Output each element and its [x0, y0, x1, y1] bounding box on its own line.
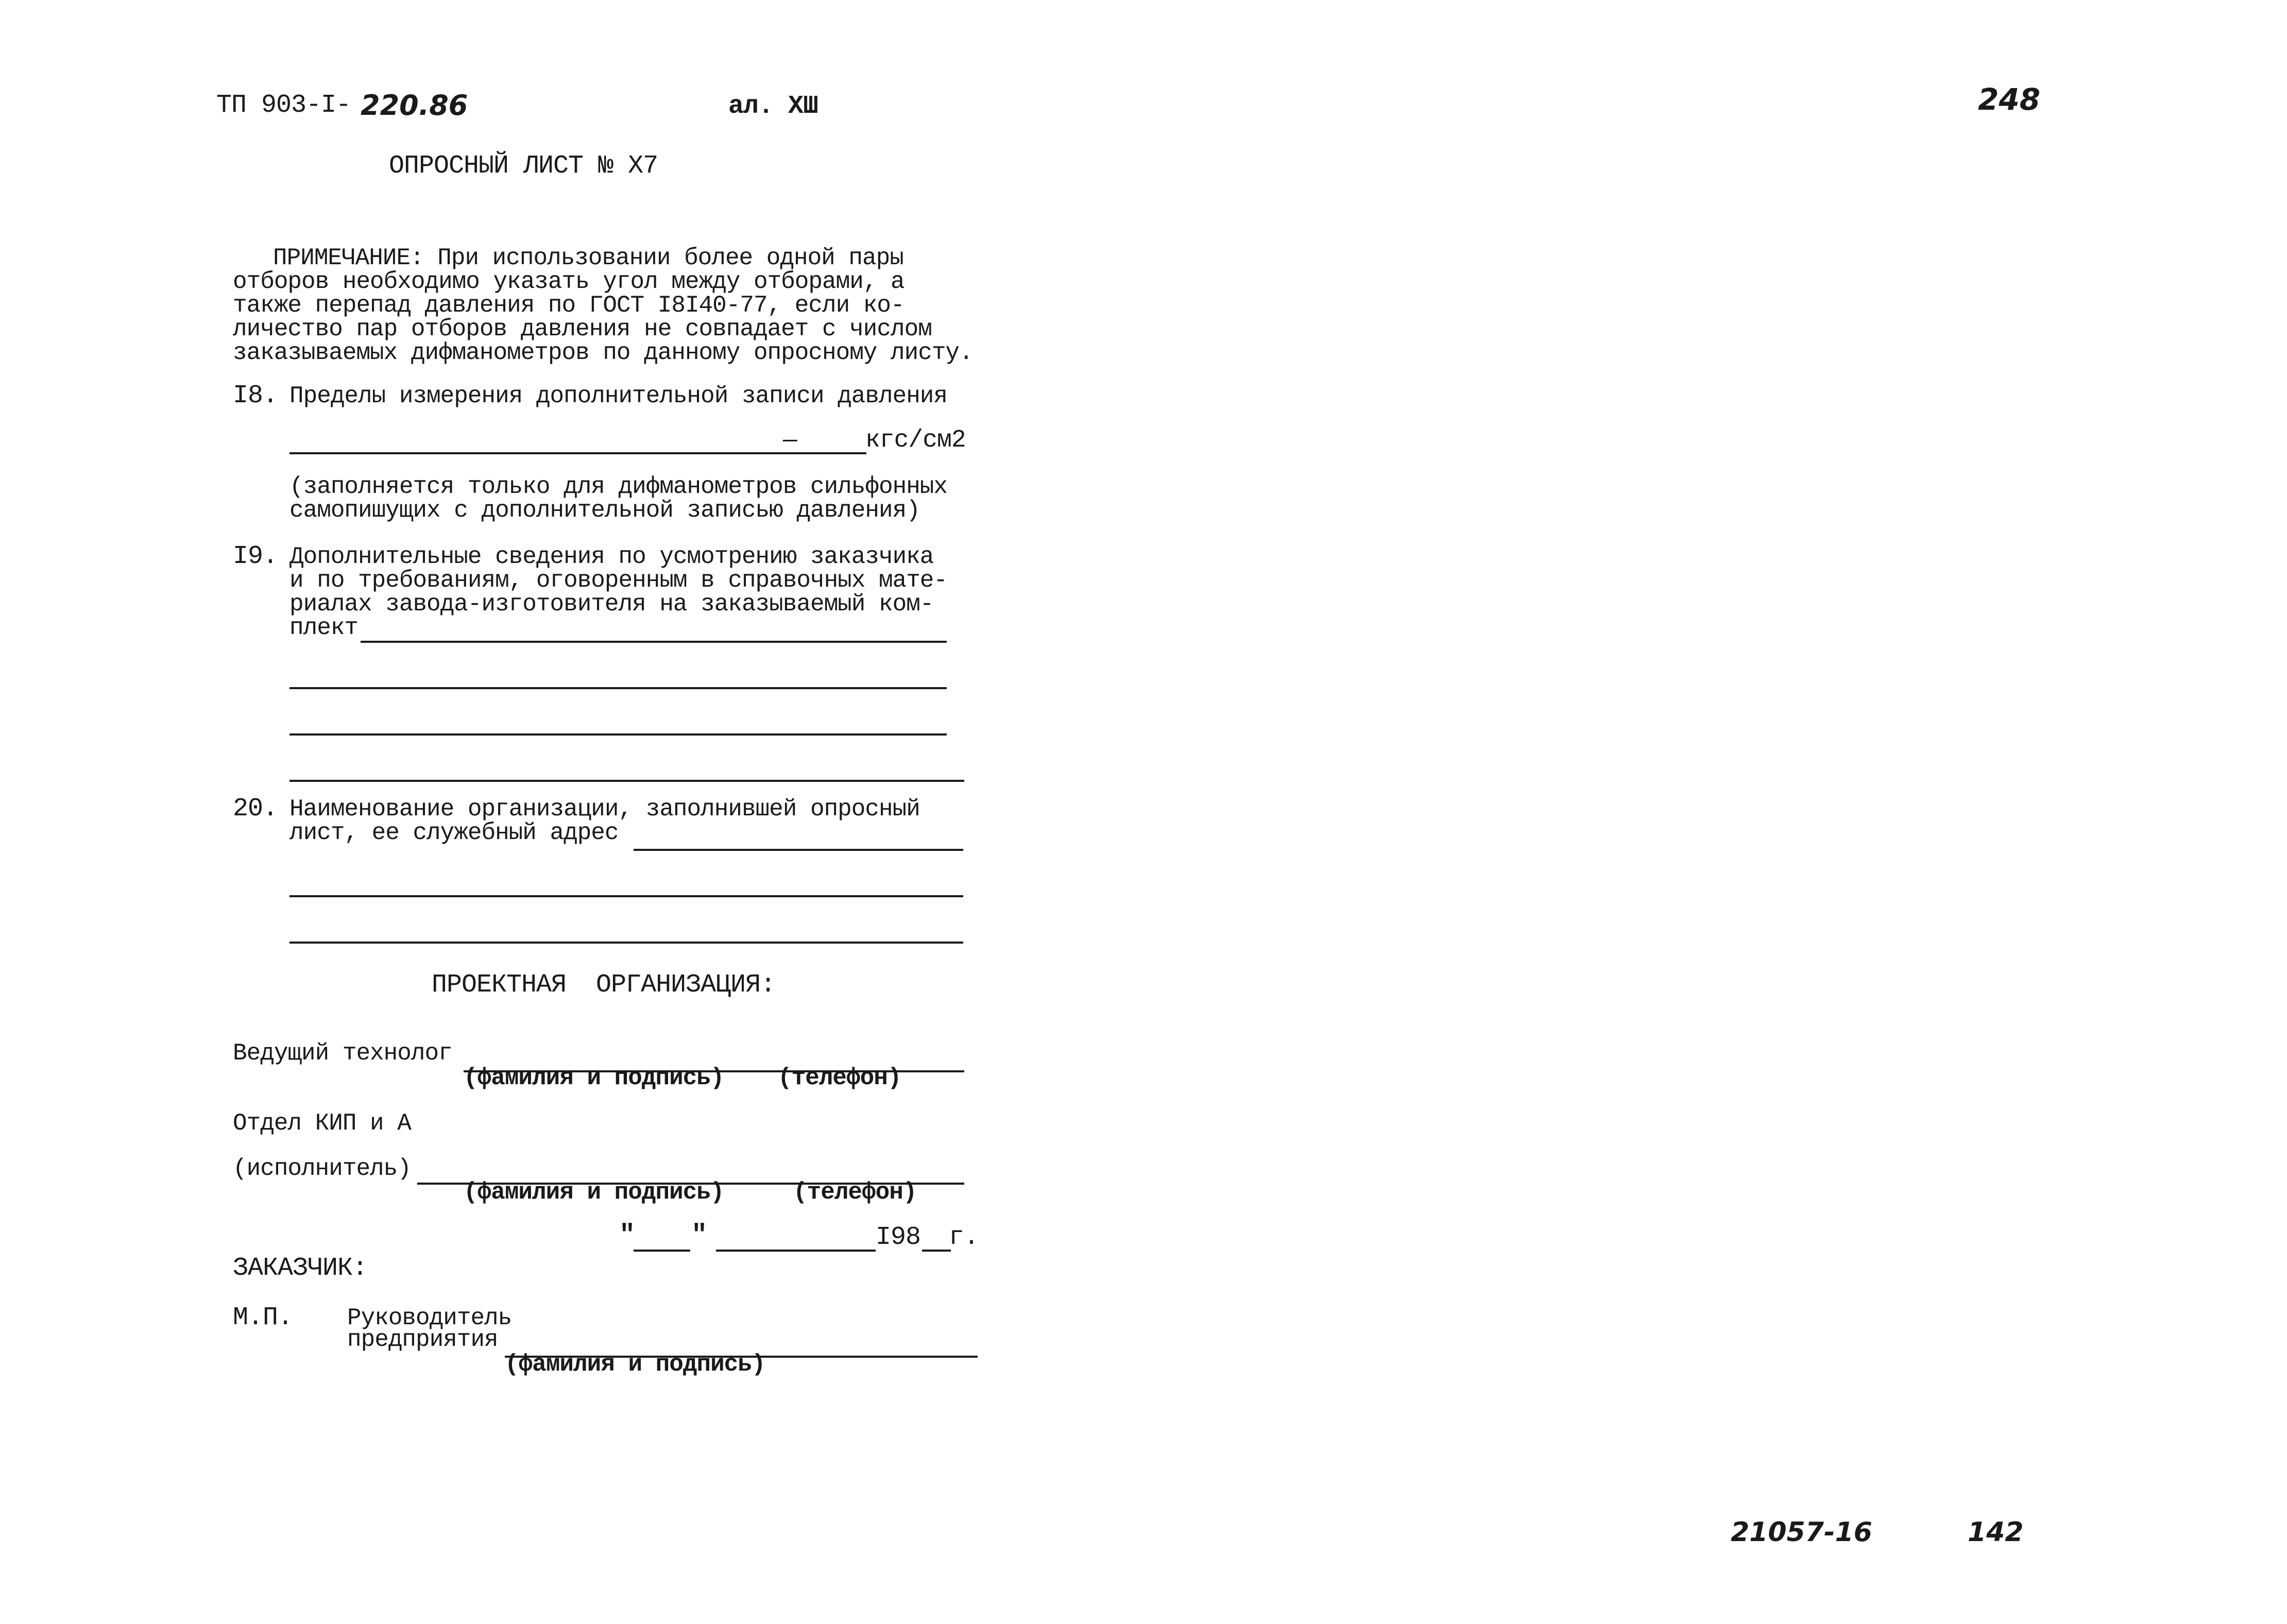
note-line-3: также перепад давления по ГОСТ I8I40-77, если ко- [233, 292, 904, 319]
item20-line-1: Наименование организации, заполнившей опросный [289, 796, 920, 823]
doc-code-handwritten: 220.86 [361, 89, 468, 122]
item20-answer-line-1 [634, 849, 963, 851]
note-line-5: заказываемых дифманометров по данному опросному листу. [233, 339, 973, 366]
item19-answer-line-3 [289, 733, 947, 736]
sheet-label: ал. ХШ [728, 92, 818, 121]
lead-technologist-label: Ведущий технолог [233, 1040, 452, 1067]
date-year-suffix: г. [949, 1223, 979, 1252]
item19-answer-line-4 [289, 780, 964, 782]
lead-tech-phone-caption: (телефон) [778, 1065, 901, 1091]
head-label-line-1: Руководитель [347, 1305, 512, 1331]
seal-label: М.П. [233, 1303, 293, 1332]
doc-number: 21057-16 [1731, 1517, 1872, 1548]
item19-answer-line-2 [289, 687, 947, 689]
note-line-4: личество пар отборов давления не совпадает с числом [233, 316, 932, 343]
page-number: 248 [1978, 82, 2041, 117]
date-year-line [922, 1250, 951, 1252]
project-org-heading: ПРОЕКТНАЯ ОРГАНИЗАЦИЯ: [432, 970, 776, 1000]
date-quote-close: " [691, 1220, 707, 1251]
head-name-sign-caption: (фамилия и подпись) [505, 1351, 765, 1378]
footer-page: 142 [1968, 1517, 2024, 1548]
doc-code-prefix: ТП 903-I- [216, 91, 351, 120]
item18-text: Пределы измерения дополнительной записи давления [289, 383, 948, 409]
date-quote-open: " [619, 1220, 635, 1251]
item18-number: I8. [233, 381, 278, 411]
customer-heading: ЗАКАЗЧИК: [233, 1254, 368, 1283]
item18-remark-1: (заполняется только для дифманометров сильфонных [289, 473, 948, 500]
item19-line-2: и по требованиям, оговоренным в справочных мате- [289, 567, 948, 594]
item19-line-1: Дополнительные сведения по усмотрению заказчика [289, 543, 934, 570]
note-line-2: отборов необходимо указать угол между отборами, а [233, 268, 904, 295]
item19-line-3: риалах завода-изготовителя на заказываемый ком- [289, 591, 934, 618]
item18-unit: кгс/см2 [865, 426, 966, 454]
item20-number: 20. [233, 794, 278, 824]
item18-value-line [289, 452, 866, 454]
lead-tech-name-sign-caption: (фамилия и подпись) [464, 1065, 724, 1091]
executor-label: (исполнитель) [233, 1155, 411, 1182]
date-year-label: I98 [876, 1223, 921, 1252]
kip-dept-label: Отдел КИП и А [233, 1110, 411, 1137]
item18-remark-2: самопишущих с дополнительной записью давления) [289, 497, 920, 524]
date-month-line [716, 1250, 876, 1252]
item20-answer-line-2 [289, 895, 963, 897]
executor-name-sign-caption: (фамилия и подпись) [464, 1179, 724, 1206]
executor-phone-caption: (телефон) [793, 1179, 917, 1206]
item20-answer-line-3 [289, 942, 963, 944]
item19-line-4: плект [289, 614, 359, 641]
date-day-line [634, 1250, 690, 1252]
form-title: ОПРОСНЫЙ ЛИСТ № Х7 [389, 151, 658, 181]
item20-line-2: лист, ее служебный адрес [289, 819, 619, 846]
note-line-1: ПРИМЕЧАНИЕ: При использовании более одной пары [273, 245, 903, 271]
item19-number: I9. [233, 542, 278, 571]
head-label-line-2: предприятия [347, 1326, 498, 1353]
item19-answer-line-1 [361, 641, 947, 643]
item18-dash: — [783, 427, 797, 454]
